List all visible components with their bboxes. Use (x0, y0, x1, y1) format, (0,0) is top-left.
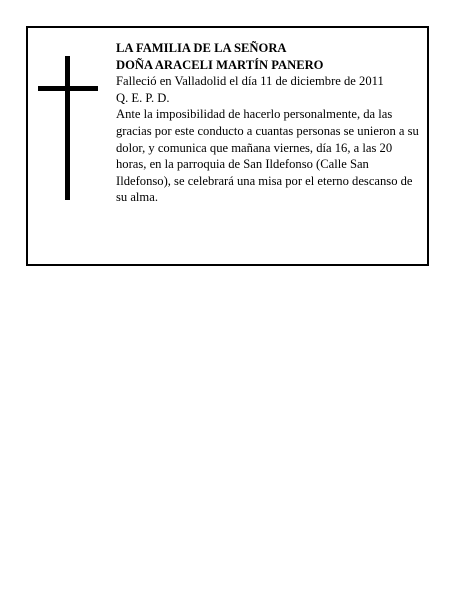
notice-text (116, 40, 422, 206)
deceased-name: DOÑA ARACELI MARTÍN PANERO (116, 57, 324, 72)
cross-horizontal-bar (38, 86, 98, 91)
death-announcement: Falleció en Valladolid el día 11 de diciembre de 2011 (116, 74, 384, 89)
cross-vertical-bar (65, 56, 70, 200)
family-heading: LA FAMILIA DE LA SEÑORA (116, 41, 287, 55)
mass-announcement: Ante la imposibilidad de hacerlo personalmente, da las gracias por este conducto a cuantas personas se unieron a su dolor, y comunica que mañana viernes, día 16, a las 20 horas, en la parroquia de San Ildefonso (Calle San Ildefonso), se celebrará una misa por el eterno descanso de su alma. (116, 107, 419, 205)
rip-abbreviation: Q. E. P. D. (116, 90, 170, 105)
cross-icon (38, 56, 98, 200)
obituary-notice (26, 26, 429, 266)
